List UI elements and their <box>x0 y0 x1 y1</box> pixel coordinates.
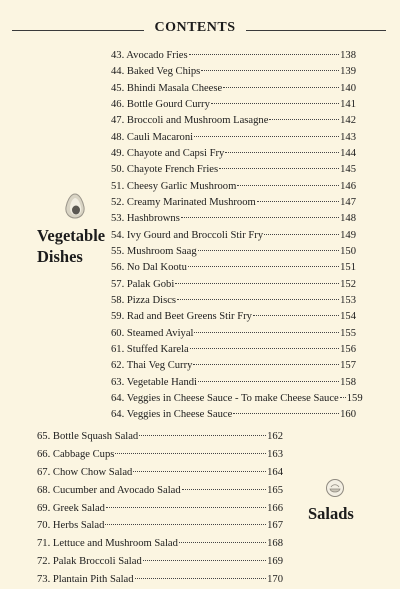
toc-entry[interactable] <box>111 326 356 342</box>
toc-entry-label: 61. Stuffed Karela <box>111 343 189 355</box>
toc-entry-page: 154 <box>340 311 356 323</box>
toc-entry[interactable] <box>37 571 283 589</box>
toc-entry[interactable] <box>111 244 356 260</box>
dot-leader <box>201 70 339 71</box>
toc-entry-label: 56. No Dal Kootu <box>111 262 187 274</box>
toc-entry[interactable] <box>111 179 356 195</box>
toc-entry-label: 60. Steamed Aviyal <box>111 327 194 339</box>
toc-entry-label: 64. Veggies in Cheese Sauce - To make Cheese Sauce <box>111 392 339 404</box>
toc-entry-label: 67. Chow Chow Salad <box>37 466 133 478</box>
toc-entry-label: 71. Lettuce and Mushroom Salad <box>37 538 178 550</box>
contents-header <box>0 18 400 42</box>
toc-entry[interactable] <box>111 228 356 244</box>
toc-entry[interactable] <box>111 64 356 80</box>
dot-leader <box>188 266 339 267</box>
toc-entry-label: 68. Cucumber and Avocado Salad <box>37 484 181 496</box>
dot-leader <box>193 364 339 365</box>
toc-entry-label: 50. Chayote French Fries <box>111 164 219 176</box>
dot-leader <box>175 283 339 284</box>
toc-entry-label: 47. Broccoli and Mushroom Lasagne <box>111 115 269 127</box>
toc-entry-label: 46. Bottle Gourd Curry <box>111 98 210 110</box>
toc-entry-page: 160 <box>340 409 356 421</box>
toc-entry[interactable] <box>111 407 356 423</box>
toc-entry-page: 140 <box>340 82 356 94</box>
toc-entry[interactable] <box>37 500 283 518</box>
dot-leader <box>211 103 339 104</box>
toc-entry[interactable] <box>111 358 356 374</box>
dot-leader <box>264 234 339 235</box>
dot-leader <box>182 489 266 490</box>
toc-entry-label: 58. Pizza Discs <box>111 294 177 306</box>
toc-entry-page: 149 <box>340 229 356 241</box>
toc-entry-page: 164 <box>267 466 283 478</box>
toc-entry-label: 62. Thai Veg Curry <box>111 360 193 372</box>
dot-leader <box>133 471 266 472</box>
toc-entry-label: 52. Creamy Marinated Mushroom <box>111 196 256 208</box>
avocado-icon <box>64 193 86 219</box>
dot-leader <box>106 507 266 508</box>
section-heading-salads <box>308 503 354 524</box>
dot-leader <box>194 136 339 137</box>
dot-leader <box>105 524 266 525</box>
toc-entry-label: 59. Rad and Beet Greens Stir Fry <box>111 311 252 323</box>
toc-entry-page: 138 <box>340 50 356 61</box>
toc-entry-page: 146 <box>340 180 356 192</box>
dot-leader <box>219 168 339 169</box>
toc-entry-page: 141 <box>340 98 356 110</box>
toc-entry-page: 159 <box>346 392 363 404</box>
toc-entry-label: 55. Mushroom Saag <box>111 245 197 257</box>
toc-entry[interactable] <box>37 428 283 446</box>
dot-leader <box>340 397 346 398</box>
toc-entry[interactable] <box>111 277 356 293</box>
toc-entry-label: 53. Hashbrowns <box>111 213 180 225</box>
section-heading-line: Dishes <box>37 247 83 266</box>
toc-entry[interactable] <box>111 130 356 146</box>
toc-entry[interactable] <box>37 535 283 553</box>
section-heading-line: Vegetable <box>37 226 106 245</box>
toc-entry[interactable] <box>111 162 356 178</box>
toc-entry-label: 70. Herbs Salad <box>37 520 105 532</box>
toc-entry-page: 153 <box>340 294 356 306</box>
dot-leader <box>135 578 267 579</box>
toc-entry[interactable] <box>111 375 356 391</box>
toc-entry[interactable] <box>111 195 356 211</box>
salad-bowl-icon <box>325 478 345 498</box>
toc-entry-page: 152 <box>340 278 356 290</box>
toc-entry[interactable] <box>37 517 283 535</box>
toc-entry-page: 167 <box>267 520 283 532</box>
toc-entry[interactable] <box>111 211 356 227</box>
dot-leader <box>115 453 266 454</box>
toc-entry[interactable] <box>111 97 356 113</box>
dot-leader <box>225 152 339 153</box>
toc-entry[interactable] <box>111 113 356 129</box>
toc-list-salads <box>37 428 283 589</box>
toc-entry-page: 139 <box>340 66 356 78</box>
toc-entry-label: 66. Cabbage Cups <box>37 448 115 460</box>
dot-leader <box>190 348 339 349</box>
toc-entry-page: 166 <box>267 502 283 514</box>
toc-entry-page: 143 <box>340 131 356 143</box>
dot-leader <box>181 217 339 218</box>
toc-entry[interactable] <box>37 446 283 464</box>
toc-entry-page: 147 <box>340 196 356 208</box>
toc-entry-page: 165 <box>267 484 283 496</box>
toc-entry-label: 49. Chayote and Capsi Fry <box>111 147 225 159</box>
toc-entry-label: 73. Plantain Pith Salad <box>37 574 134 586</box>
dot-leader <box>257 201 339 202</box>
toc-entry-page: 145 <box>340 164 356 176</box>
toc-entry-page: 157 <box>340 360 356 372</box>
toc-entry-page: 163 <box>267 448 283 460</box>
toc-entry-label: 44. Baked Veg Chips <box>111 66 201 78</box>
section-heading-line: Salads <box>308 504 354 523</box>
dot-leader <box>198 250 339 251</box>
toc-entry-page: 162 <box>267 431 283 442</box>
toc-entry-page: 144 <box>340 147 356 159</box>
section-heading-vegetable-dishes <box>37 225 105 267</box>
toc-entry[interactable] <box>37 553 283 571</box>
toc-entry-label: 43. Avocado Fries <box>111 50 188 61</box>
dot-leader <box>194 332 339 333</box>
toc-entry[interactable] <box>111 293 356 309</box>
toc-entry[interactable] <box>37 464 283 482</box>
toc-entry-page: 155 <box>340 327 356 339</box>
toc-entry-label: 54. Ivy Gourd and Broccoli Stir Fry <box>111 229 264 241</box>
toc-entry-label: 72. Palak Broccoli Salad <box>37 556 142 568</box>
toc-entry[interactable] <box>111 391 363 407</box>
dot-leader <box>139 435 266 436</box>
toc-entry-page: 142 <box>340 115 356 127</box>
toc-entry-label: 69. Greek Salad <box>37 502 105 514</box>
toc-entry-page: 148 <box>340 213 356 225</box>
toc-entry[interactable] <box>111 146 356 162</box>
toc-list-vegetable-dishes <box>111 48 363 424</box>
toc-entry-label: 65. Bottle Squash Salad <box>37 431 139 442</box>
dot-leader <box>177 299 339 300</box>
toc-entry-page: 158 <box>340 376 356 388</box>
toc-entry[interactable] <box>37 482 283 500</box>
dot-leader <box>143 560 266 561</box>
dot-leader <box>233 413 339 414</box>
dot-leader <box>189 54 340 55</box>
toc-entry[interactable] <box>111 309 356 325</box>
dot-leader <box>237 185 339 186</box>
toc-entry[interactable] <box>111 260 356 276</box>
toc-entry-page: 168 <box>267 538 283 550</box>
dot-leader <box>253 315 339 316</box>
toc-entry-page: 151 <box>340 262 356 274</box>
toc-entry-page: 156 <box>340 343 356 355</box>
toc-entry[interactable] <box>111 81 356 97</box>
toc-entry-page: 169 <box>267 556 283 568</box>
page-title: CONTENTS <box>154 20 236 35</box>
dot-leader <box>223 87 339 88</box>
header-rule-right <box>246 30 386 31</box>
dot-leader <box>198 381 339 382</box>
header-rule-left <box>12 30 144 31</box>
toc-entry[interactable] <box>111 48 356 64</box>
toc-entry-label: 63. Vegetable Handi <box>111 376 198 388</box>
dot-leader <box>179 542 266 543</box>
toc-entry-page: 150 <box>340 245 356 257</box>
toc-entry-page: 170 <box>267 574 283 586</box>
toc-entry-label: 57. Palak Gobi <box>111 278 175 290</box>
toc-entry-label: 51. Cheesy Garlic Mushroom <box>111 180 237 192</box>
toc-entry[interactable] <box>111 342 356 358</box>
toc-entry-label: 45. Bhindi Masala Cheese <box>111 82 223 94</box>
dot-leader <box>269 119 339 120</box>
toc-entry-label: 48. Cauli Macaroni <box>111 131 194 143</box>
toc-entry-label: 64. Veggies in Cheese Sauce <box>111 409 233 421</box>
